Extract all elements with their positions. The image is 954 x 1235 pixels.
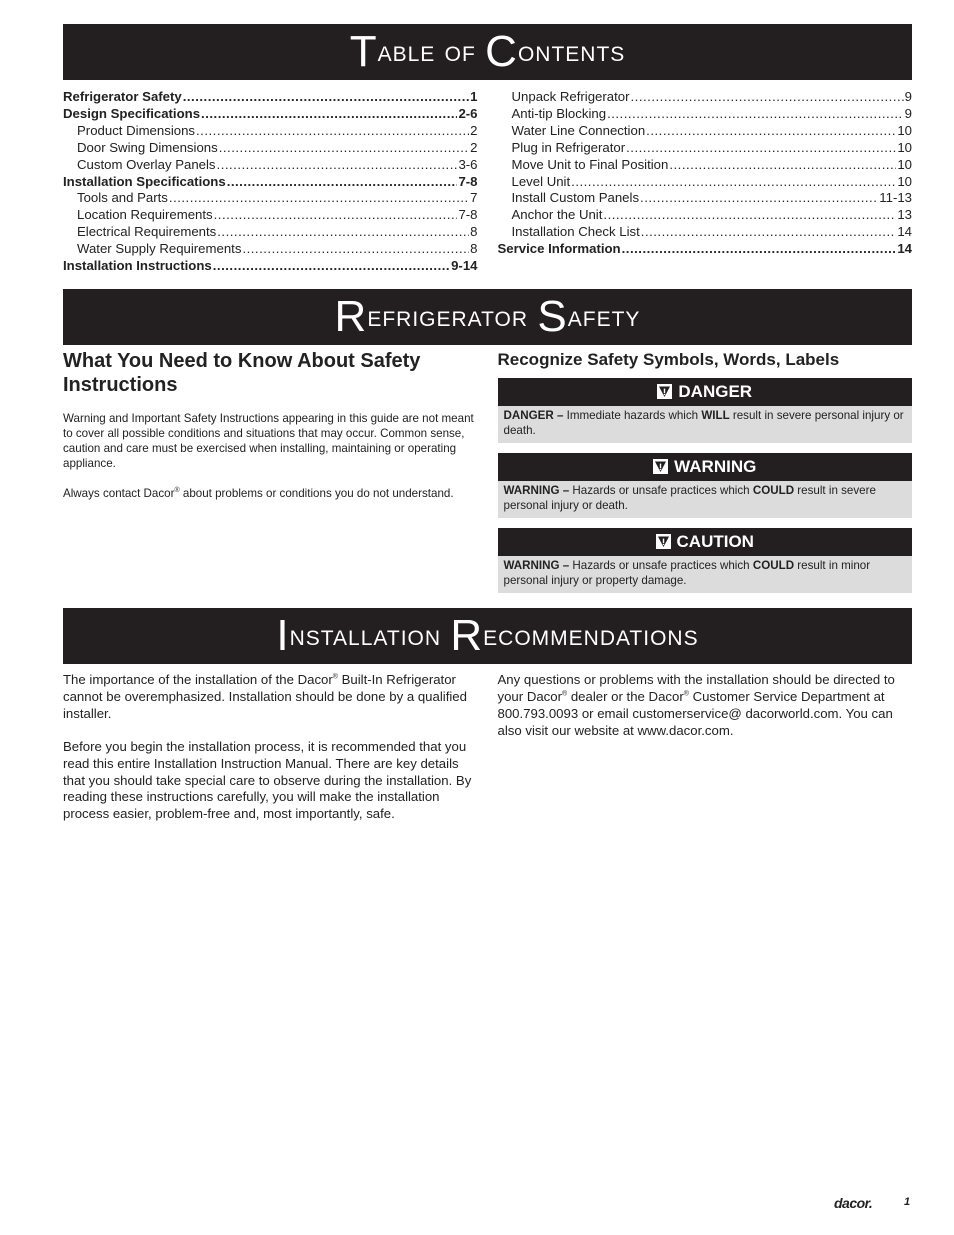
safety-symbol-box — [498, 528, 913, 593]
toc-entry-page: 9 — [904, 105, 912, 121]
toc-leader-dots — [626, 140, 896, 157]
install-paragraph-1 — [63, 672, 478, 723]
safety-symbol-description — [498, 481, 913, 518]
toc-entry[interactable] — [63, 207, 478, 224]
toc-entry-page: 2 — [470, 122, 478, 138]
toc-leader-dots — [669, 157, 896, 174]
toc-entry-page: 9-14 — [451, 258, 478, 274]
description-lead: WARNING – — [503, 558, 570, 572]
safety-symbol-header — [498, 453, 913, 481]
safety-paragraph-1: Warning and Important Safety Instructions appearing in this guide are not meant to cover all possible conditions and situations that may occur. Common sense, caution and care must be exercised when installing, maintaining or operating appliance. — [63, 411, 474, 470]
toc-entry-page: 14 — [897, 224, 912, 240]
description-lead: WARNING – — [503, 483, 570, 497]
toc-entry[interactable] — [63, 89, 478, 106]
page-number: 1 — [904, 1196, 911, 1208]
toc-column-right — [498, 89, 913, 275]
toc-entry[interactable] — [63, 123, 478, 140]
safety-symbol-word: DANGER — [678, 381, 753, 401]
install-section — [63, 672, 912, 823]
toc-leader-dots — [242, 241, 469, 258]
toc-leader-dots — [646, 123, 896, 140]
toc-entry-page: 2-6 — [458, 105, 478, 121]
safety-paragraph-2 — [63, 486, 478, 501]
toc-entry-label: Tools and Parts — [77, 190, 168, 206]
toc-entry[interactable] — [63, 241, 478, 258]
install-title-initial: I — [276, 610, 290, 660]
toc-entry-label: Level Unit — [511, 173, 571, 189]
install-title-initial-2: R — [450, 610, 484, 660]
toc-entry[interactable] — [498, 207, 913, 224]
description-text-b: result in severe personal injury or death. — [503, 483, 876, 512]
toc-entry-label: Water Supply Requirements — [77, 241, 242, 257]
toc-leader-dots — [183, 89, 469, 106]
warning-triangle-icon — [656, 534, 671, 549]
toc-leader-dots — [607, 106, 904, 123]
safety-instructions-heading: What You Need to Know About Safety Instructions — [63, 349, 421, 396]
toc-entry[interactable] — [498, 106, 913, 123]
toc-leader-dots — [213, 258, 450, 275]
toc-leader-dots — [640, 190, 878, 207]
toc-entry[interactable] — [63, 224, 478, 241]
toc-entry-page: 10 — [897, 156, 912, 172]
registered-mark: ® — [562, 690, 568, 698]
toc-leader-dots — [219, 140, 469, 157]
safety-title-initial-2: S — [537, 291, 568, 341]
toc-title-initial-2: C — [485, 27, 518, 76]
registered-mark: ® — [683, 690, 689, 698]
toc-title-rest: able of — [377, 35, 476, 68]
toc-entry-page: 3-6 — [458, 156, 478, 172]
safety-title-rest-2: afety — [567, 299, 641, 333]
install-paragraph-2: Before you begin the installation process, it is recommended that you read this entire Installation Instruction Manual. There are key details that you should take special care to observe during the installation. By reading these instructions carefully, you will make the installation process easier, problem-free and, most importantly, safe. — [63, 738, 472, 822]
toc-entry-page: 8 — [470, 224, 478, 240]
toc-entry-label: Product Dimensions — [77, 122, 196, 138]
description-text-b: result in severe personal injury or death. — [503, 408, 904, 437]
toc-list — [63, 89, 912, 275]
toc-entry[interactable] — [498, 157, 913, 174]
toc-entry-label: Anti-tip Blocking — [511, 105, 607, 121]
toc-entry-label: Move Unit to Final Position — [511, 156, 669, 172]
install-title-rest: nstallation — [289, 618, 442, 652]
install-right-column — [498, 672, 913, 823]
toc-leader-dots — [214, 207, 458, 224]
safety-symbol-box — [498, 453, 913, 518]
install-paragraph-3-a: Any questions or problems with the installation should be directed to your Dacor — [497, 671, 895, 704]
toc-entry-page: 11-13 — [879, 190, 912, 206]
safety-symbol-word: WARNING — [674, 456, 757, 476]
toc-leader-dots — [641, 224, 897, 241]
toc-leader-dots — [631, 89, 904, 106]
toc-leader-dots — [217, 224, 469, 241]
safety-symbol-boxes — [498, 378, 913, 593]
toc-entry-label: Custom Overlay Panels — [77, 156, 216, 172]
toc-column-left — [63, 89, 478, 275]
description-lead: DANGER – — [503, 408, 564, 422]
toc-entry-page: 10 — [897, 139, 912, 155]
toc-entry[interactable] — [498, 241, 913, 258]
toc-entry-label: Install Custom Panels — [511, 190, 640, 206]
safety-left-column — [63, 349, 478, 593]
toc-entry-page: 13 — [897, 207, 912, 223]
safety-right-column — [498, 349, 913, 593]
safety-title-initial: R — [334, 291, 368, 341]
toc-entry[interactable] — [63, 157, 478, 174]
toc-entry[interactable] — [498, 224, 913, 241]
description-text-a: Hazards or unsafe practices which — [569, 483, 753, 497]
toc-entry[interactable] — [63, 106, 478, 123]
page — [63, 24, 912, 823]
safety-section — [63, 349, 912, 593]
safety-symbols-heading: Recognize Safety Symbols, Words, Labels — [497, 349, 840, 369]
toc-title-rest-2: ontents — [517, 35, 626, 68]
toc-entry[interactable] — [63, 190, 478, 207]
toc-entry-page: 7-8 — [458, 207, 478, 223]
toc-entry-label: Design Specifications — [63, 105, 201, 121]
toc-entry-label: Anchor the Unit — [511, 207, 603, 223]
description-text-a: Hazards or unsafe practices which — [569, 558, 753, 572]
dacor-logo: dacor. — [834, 1195, 873, 1211]
toc-leader-dots — [603, 207, 896, 224]
toc-leader-dots — [217, 157, 458, 174]
registered-mark: ® — [332, 673, 338, 681]
toc-entry-page: 10 — [897, 122, 912, 138]
toc-banner — [63, 24, 912, 80]
toc-title-initial: T — [349, 27, 378, 76]
safety-symbol-description — [498, 406, 913, 443]
toc-entry[interactable] — [498, 174, 913, 191]
toc-entry-page: 1 — [470, 89, 478, 104]
warning-triangle-icon — [657, 384, 672, 399]
toc-entry-label: Installation Specifications — [63, 173, 226, 189]
toc-entry-label: Refrigerator Safety — [63, 89, 182, 104]
safety-symbol-box — [498, 378, 913, 443]
toc-entry-page: 14 — [897, 241, 912, 257]
toc-entry-label: Installation Instructions — [63, 258, 212, 274]
install-paragraph-3 — [498, 672, 913, 740]
toc-leader-dots — [622, 241, 897, 258]
description-strong: WILL — [701, 408, 730, 422]
toc-entry[interactable] — [498, 89, 913, 106]
toc-leader-dots — [169, 190, 469, 207]
toc-leader-dots — [201, 106, 457, 123]
safety-symbol-header — [498, 528, 913, 556]
safety-paragraph-2-b: about problems or conditions you do not understand. — [179, 486, 454, 500]
description-strong: COULD — [752, 558, 795, 572]
install-title-rest-2: ecommendations — [483, 618, 699, 652]
toc-entry-label: Electrical Requirements — [77, 224, 217, 240]
safety-symbol-header — [498, 378, 913, 406]
toc-entry[interactable] — [498, 140, 913, 157]
toc-entry[interactable] — [63, 174, 478, 191]
toc-entry-label: Water Line Connection — [511, 122, 646, 138]
description-text-b: result in minor personal injury or property damage. — [503, 558, 871, 587]
safety-symbol-word: CAUTION — [676, 531, 754, 551]
toc-entry-label: Location Requirements — [77, 207, 213, 223]
install-banner — [63, 608, 912, 664]
toc-entry-page: 2 — [470, 139, 478, 155]
description-text-a: Immediate hazards which — [563, 408, 702, 422]
install-paragraph-1-a: The importance of the installation of the Dacor — [63, 671, 333, 687]
install-paragraph-3-c: Customer Service Department at 800.793.0093 or email customerservice@ dacorworld.com. You can also visit our website at www.dacor.com. — [497, 688, 893, 738]
toc-entry-label: Unpack Refrigerator — [511, 89, 630, 104]
toc-leader-dots — [196, 123, 469, 140]
toc-entry[interactable] — [63, 258, 478, 275]
toc-entry-page: 7-8 — [458, 173, 478, 189]
safety-title-rest: efrigerator — [367, 299, 529, 333]
toc-entry[interactable] — [498, 123, 913, 140]
toc-leader-dots — [571, 174, 896, 191]
toc-entry[interactable] — [498, 190, 913, 207]
registered-mark: ® — [174, 487, 180, 495]
toc-entry-page: 7 — [470, 190, 478, 206]
toc-entry-page: 9 — [904, 89, 912, 104]
toc-entry-label: Service Information — [497, 241, 621, 257]
install-paragraph-3-b: dealer or the Dacor — [567, 688, 684, 704]
toc-leader-dots — [227, 174, 458, 191]
toc-entry-label: Installation Check List — [511, 224, 640, 240]
description-strong: COULD — [752, 483, 795, 497]
toc-entry-page: 8 — [470, 241, 478, 257]
toc-entry-label: Plug in Refrigerator — [511, 139, 626, 155]
warning-triangle-icon — [653, 459, 668, 474]
toc-entry-label: Door Swing Dimensions — [77, 139, 218, 155]
install-left-column — [63, 672, 478, 823]
toc-entry-page: 10 — [897, 173, 912, 189]
safety-symbol-description — [498, 556, 913, 593]
safety-banner — [63, 289, 912, 345]
install-paragraph-1-b: Built-In Refrigerator cannot be overemphasized. Installation should be done by a qualified installer. — [63, 671, 467, 721]
safety-paragraph-2-a: Always contact Dacor — [63, 486, 175, 500]
toc-entry[interactable] — [63, 140, 478, 157]
